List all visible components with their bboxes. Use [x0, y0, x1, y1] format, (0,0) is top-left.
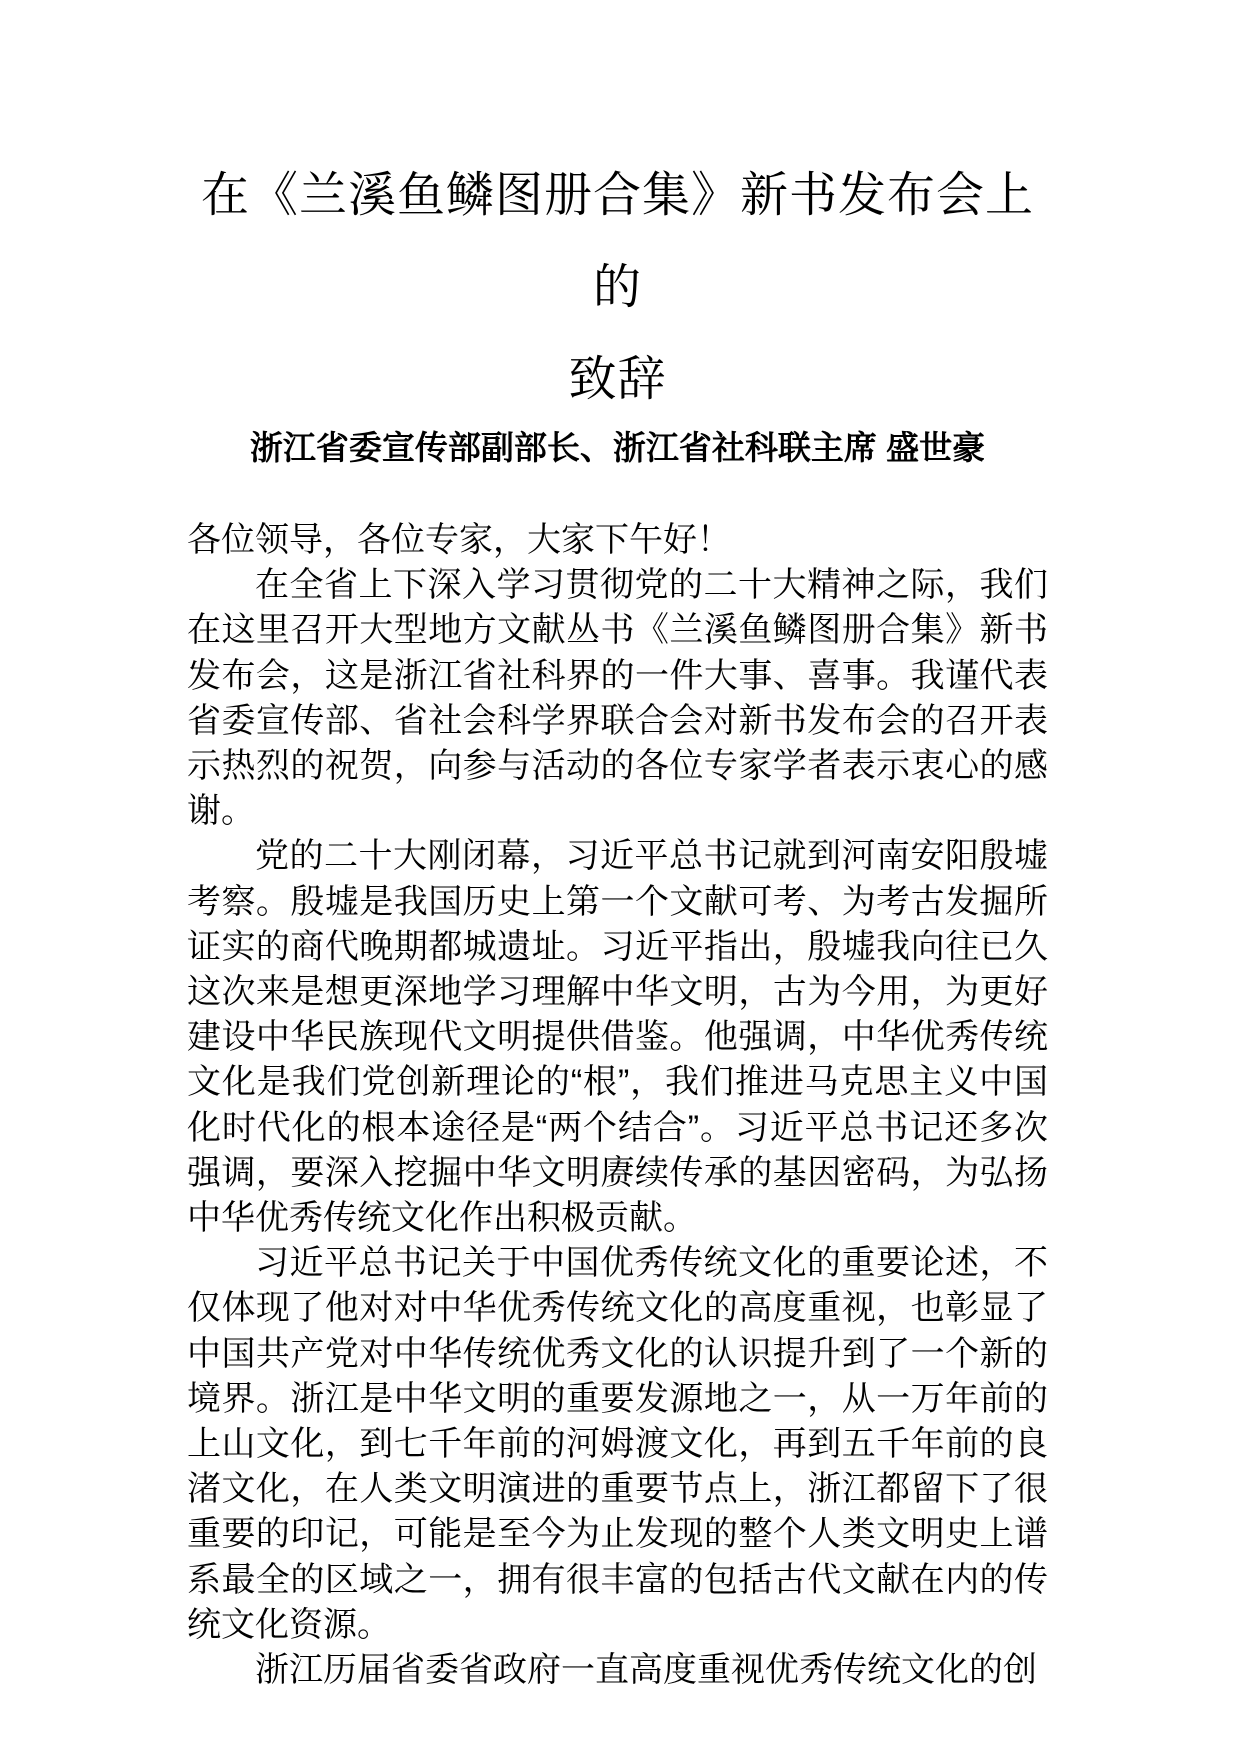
paragraph: 浙江历届省委省政府一直高度重视优秀传统文化的创 [255, 1651, 1037, 1690]
title-line-2: 致辞 [568, 353, 667, 406]
title-line-1: 在《兰溪鱼鳞图册合集》新书发布会上的 [200, 169, 1034, 314]
document-body [187, 518, 1048, 1693]
paragraph: 习近平总书记关于中国优秀传统文化的重要论述，不仅体现了他对对中华优秀传统文化的高度重视，也彰显了中国共产党对中华传统优秀文化的认识提升到了一个新的境界。浙江是中华文明的重要发源地之一，从一万年前的上山文化，到七千年前的河姆渡文化，再到五千年前的良渚文化，在人类文明演进的重要节点上，浙江都留下了很重要的印记，可能是至今为止发现的整个人类文明史上谱系最全的区域之一，拥有很丰富的包括古代文献在内的传统文化资源。 [187, 1244, 1048, 1644]
paragraph-greeting: 各位领导，各位专家，大家下午好！ [187, 521, 731, 559]
document-title [187, 150, 1048, 426]
paragraph: 在全省上下深入学习贯彻党的二十大精神之际，我们在这里召开大型地方文献丛书《兰溪鱼鳞图册合集》新书发布会，这是浙江省社科界的一件大事、喜事。我谨代表省委宣传部、省社会科学界联合会对新书发布会的召开表示热烈的祝贺，向参与活动的各位专家学者表示衷心的感谢。 [187, 566, 1048, 831]
paragraph: 党的二十大刚闭幕，习近平总书记就到河南安阳殷墟考察。殷墟是我国历史上第一个文献可考、为考古发掘所证实的商代晚期都城遗址。习近平指出，殷墟我向往已久这次来是想更深地学习理解中华文明，古为今用，为更好建设中华民族现代文明提供借鉴。他强调，中华优秀传统文化是我们党创新理论的“根”，我们推进马克思主义中国化时代化的根本途径是“两个结合”。习近平总书记还多次强调，要深入挖掘中华文明赓续传承的基因密码，为弘扬中华优秀传统文化作出积极贡献。 [187, 837, 1048, 1238]
author-line: 浙江省委宣传部副部长、浙江省社科联主席 盛世豪 [249, 429, 986, 466]
